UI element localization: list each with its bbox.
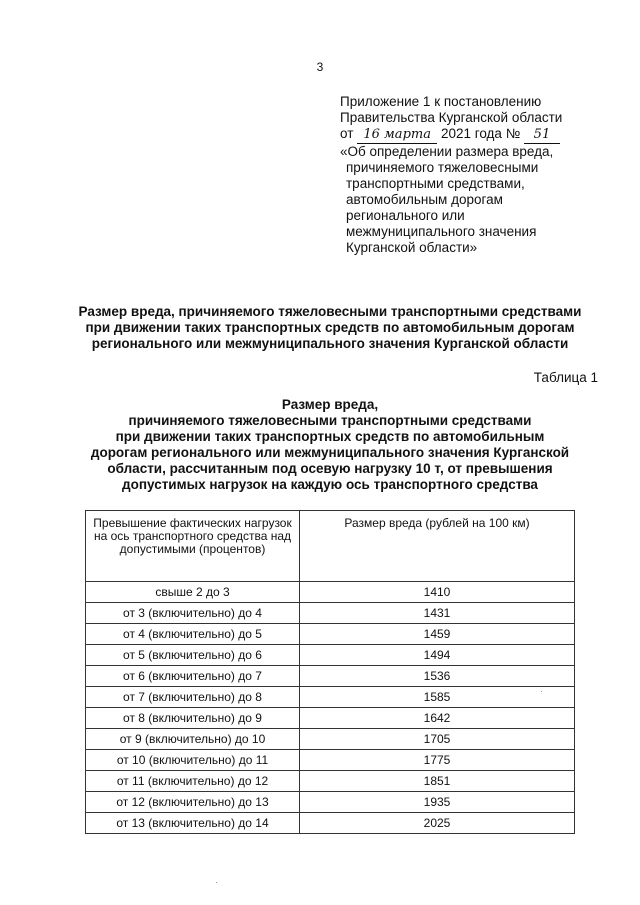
row-range: от 9 (включительно) до 10 — [86, 729, 300, 750]
row-value: 2025 — [300, 813, 575, 834]
header-overload-percent: Превышение фактических нагрузок на ось транспортного средства над допустимыми (процентов) — [86, 511, 300, 582]
table-row — [86, 708, 575, 729]
table-row — [86, 603, 575, 624]
table-header-row — [86, 511, 575, 582]
appendix-subject-line: межмуниципального значения — [346, 224, 537, 239]
row-value: 1410 — [300, 582, 575, 603]
row-value: 1459 — [300, 624, 575, 645]
row-range: свыше 2 до 3 — [86, 582, 300, 603]
appendix-date-line — [340, 126, 600, 144]
header-harm-size: Размер вреда (рублей на 100 км) — [300, 511, 575, 582]
appendix-subject-line: регионального или — [346, 208, 465, 223]
table-label: Таблица 1 — [533, 370, 598, 385]
harm-table — [85, 510, 575, 834]
row-value: 1851 — [300, 771, 575, 792]
row-range: от 4 (включительно) до 5 — [86, 624, 300, 645]
row-range: от 3 (включительно) до 4 — [86, 603, 300, 624]
document-title-line: Размер вреда, причиняемого тяжеловесными транспортными средствами — [78, 304, 582, 319]
row-value: 1536 — [300, 666, 575, 687]
appendix-line-1: Приложение 1 к постановлению — [340, 94, 542, 109]
document-title-line: при движении таких транспортных средств по автомобильным дорогам — [85, 320, 575, 335]
row-value: 1585 — [300, 687, 575, 708]
appendix-subject-line: транспортными средствами, — [346, 176, 525, 191]
date-middle: 2021 года № — [440, 126, 521, 141]
table-row — [86, 792, 575, 813]
table-title-line: причиняемого тяжеловесными транспортными средствами — [128, 413, 532, 428]
scan-speck — [541, 691, 542, 692]
row-value: 1431 — [300, 603, 575, 624]
page-number: 3 — [316, 60, 324, 74]
document-title-line: регионального или межмуниципального значения Курганской области — [91, 336, 569, 351]
table-row — [86, 645, 575, 666]
row-value: 1642 — [300, 708, 575, 729]
table-row — [86, 624, 575, 645]
row-range: от 5 (включительно) до 6 — [86, 645, 300, 666]
appendix-subject-line: «Об определении размера вреда, — [340, 144, 554, 159]
row-range: от 8 (включительно) до 9 — [86, 708, 300, 729]
appendix-subject-line: автомобильным дорогам — [346, 192, 503, 207]
table-row — [86, 582, 575, 603]
row-range: от 11 (включительно) до 12 — [86, 771, 300, 792]
row-range: от 7 (включительно) до 8 — [86, 687, 300, 708]
table-row — [86, 813, 575, 834]
table-row — [86, 687, 575, 708]
table-row — [86, 666, 575, 687]
row-value: 1494 — [300, 645, 575, 666]
date-prefix: от — [340, 126, 354, 141]
table-row — [86, 750, 575, 771]
table-row — [86, 771, 575, 792]
table-title-line: допустимых нагрузок на каждую ось транспортного средства — [122, 477, 538, 492]
table-title-line: области, рассчитанным под осевую нагрузку 10 т, от превышения — [107, 461, 553, 476]
appendix-subject-line: причиняемого тяжеловесными — [346, 160, 539, 175]
document-title — [70, 304, 590, 352]
row-range: от 13 (включительно) до 14 — [86, 813, 300, 834]
table-title — [70, 397, 590, 493]
scan-speck — [216, 882, 217, 883]
row-range: от 12 (включительно) до 13 — [86, 792, 300, 813]
row-value: 1935 — [300, 792, 575, 813]
table-row — [86, 729, 575, 750]
row-value: 1705 — [300, 729, 575, 750]
table-title-line: дорогам регионального или межмуниципального значения Курганской — [90, 445, 570, 460]
row-value: 1775 — [300, 750, 575, 771]
handwritten-date: 16 марта — [357, 127, 437, 144]
appendix-line-2: Правительства Курганской области — [340, 110, 563, 125]
handwritten-number: 51 — [524, 127, 560, 144]
row-range: от 10 (включительно) до 11 — [86, 750, 300, 771]
table-title-line: при движении таких транспортных средств по автомобильным — [115, 429, 545, 444]
row-range: от 6 (включительно) до 7 — [86, 666, 300, 687]
appendix-subject-line: Курганской области» — [346, 240, 478, 255]
appendix-header — [340, 94, 600, 256]
table-title-line: Размер вреда, — [281, 397, 379, 412]
